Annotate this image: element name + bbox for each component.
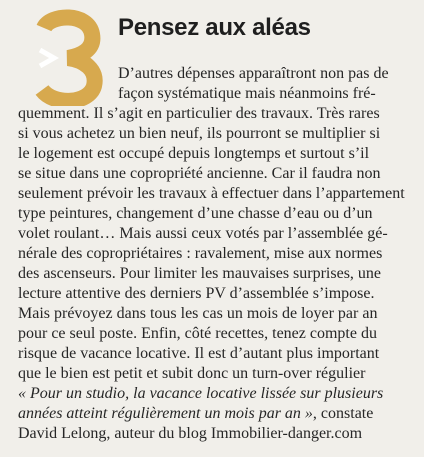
- quote-tail: , constate: [312, 405, 374, 422]
- body-line: lecture attentive des derniers PV d’assemblée s’impose.: [18, 285, 375, 302]
- quote-text: années atteint régulièrement un mois par an »: [18, 405, 313, 422]
- body-line: type peintures, changement d’une chasse d’eau ou d’un: [18, 205, 373, 222]
- body-line: le logement est occupé depuis longtemps et surtout s’il: [18, 145, 370, 162]
- body-line: que le bien est petit et subit donc un turn-over régulier: [18, 365, 366, 382]
- attribution-line: David Lelong, auteur du blog Immobilier-danger.com: [18, 425, 363, 442]
- quote-line: [18, 404, 373, 424]
- body-line: risque de vacance locative. Il est d’autant plus important: [18, 345, 380, 362]
- body-line: volet roulant… Mais aussi ceux votés par l’assemblée gé-: [18, 225, 388, 242]
- numeral-inner-mark: [40, 50, 54, 66]
- body-line: nérale des copropriétaires : ravalement, mise aux normes: [18, 245, 383, 262]
- section-title: Pensez aux aléas: [118, 14, 311, 41]
- body-line: si vous achetez un bien neuf, ils pourront se multiplier si: [18, 125, 381, 142]
- body-line: pour ce seul poste. Enfin, côté recettes, tenez compte du: [18, 325, 377, 342]
- body-line: des ascenseurs. Pour limiter les mauvaises surprises, une: [18, 265, 382, 282]
- body-line: seulement prévoir les travaux à effectuer dans l’appartement: [18, 185, 405, 202]
- body-line: Mais prévoyez dans tous les cas un mois de loyer par an: [18, 305, 378, 322]
- body-line: se situe dans une copropriété ancienne. Car il faudra non: [18, 165, 381, 182]
- quote-line: [18, 384, 383, 404]
- body-line: D’autres dépenses apparaîtront non pas de: [118, 65, 389, 82]
- body-line: quemment. Il s’agit en particulier des travaux. Très rares: [18, 105, 380, 122]
- section-number-badge: [10, 6, 110, 106]
- quote-text: « Pour un studio, la vacance locative lissée sur plusieurs: [18, 385, 384, 402]
- body-line: façon systématique mais néanmoins fré-: [118, 85, 376, 102]
